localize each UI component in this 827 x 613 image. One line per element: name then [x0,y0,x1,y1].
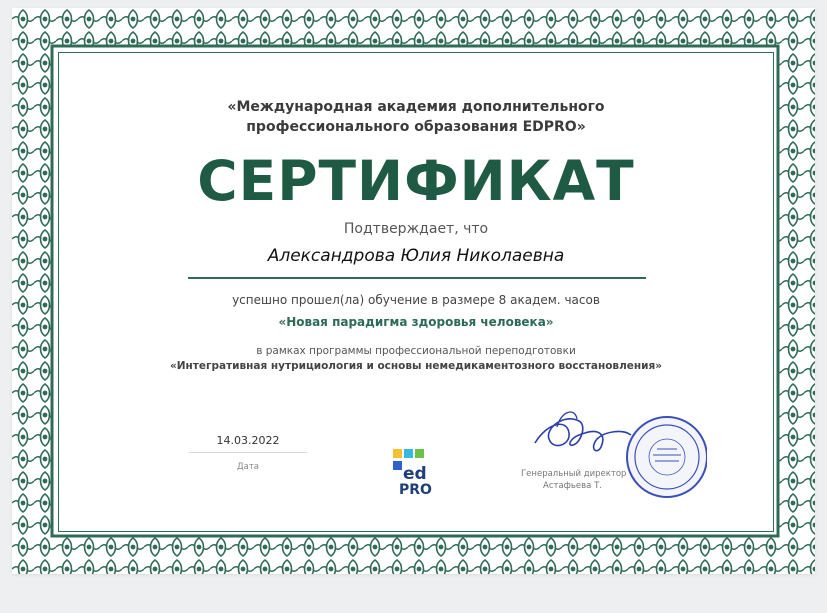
org-line-2: профессионального образования EDPRO» [246,119,586,135]
name-underline [188,277,646,279]
org-line-1: «Международная академия дополнительного [227,99,605,115]
organization-name [59,97,773,137]
date-label: Дата [236,462,259,472]
director-title: Генеральный директор [521,469,627,479]
recipient-name: Александрова Юлия Николаевна [267,246,565,266]
confirm-text: Подтверждает, что [343,221,489,237]
program-name: «Интегративная нутрициология и основы немедикаментозного восстановления» [169,360,663,372]
director-name: Астафьева Т. [543,481,602,491]
passed-text: успешно прошел(ла) обучение в размере 8 академ. часов [232,293,600,307]
course-name: «Новая парадигма здоровья человека» [278,315,554,329]
logo-text-pro: PRO [399,482,432,498]
date-line [189,452,307,453]
logo-text-ed: ed [403,464,427,484]
inner-frame [58,52,774,532]
certificate [12,8,815,574]
date-value: 14.03.2022 [216,434,280,447]
within-text: в рамках программы профессиональной переподготовки [256,345,576,357]
certificate-title: СЕРТИФИКАТ [197,149,635,213]
